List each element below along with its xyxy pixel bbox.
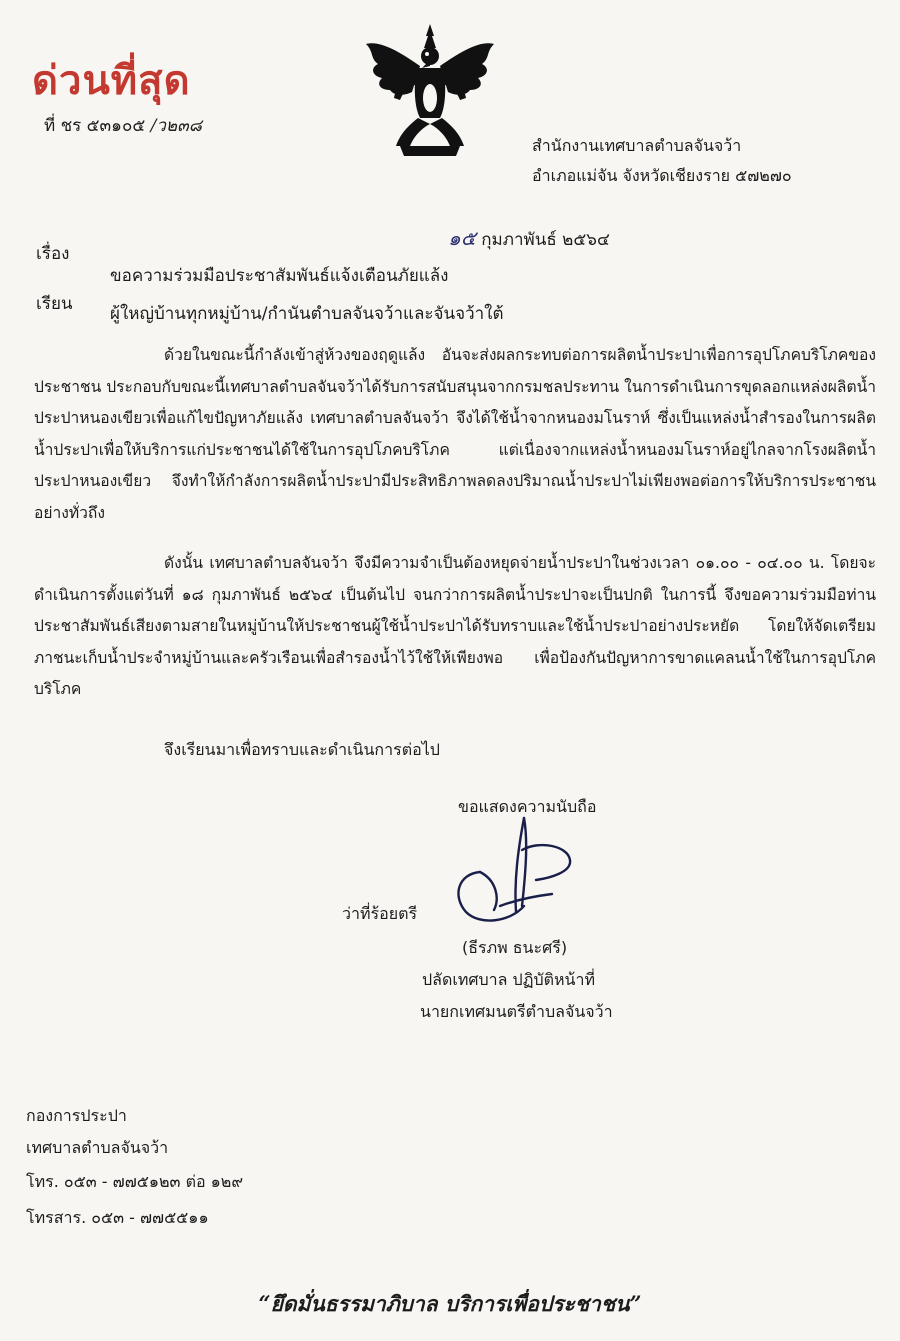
reference-number <box>44 112 202 139</box>
signer-name: (ธีรภพ ธนะศรี) <box>462 938 568 957</box>
date-handwritten-day: ๑๕ <box>448 226 476 250</box>
office-address: อำเภอแม่จัน จังหวัดเชียงราย ๕๗๒๗๐ <box>532 166 792 185</box>
urgent-stamp: ด่วนที่สุด <box>32 57 191 104</box>
closing-salutation: ขอแสดงความนับถือ <box>458 797 597 816</box>
body-paragraph-1: ด้วยในขณะนี้กำลังเข้าสู่ห้วงของฤดูแล้ง อันจะส่งผลกระทบต่อการผลิตน้ำประปาเพื่อการอุปโภคบริโภคของประชาชน ประกอบกับขณะนี้เทศบาลตำบลจันจว้าได้รับการสนับสนุนจากกรมชลประทาน ในการดำเนินการขุดลอกแหล่งผลิตน้ำประปาหนองเขียวเพื่อแก้ไขปัญหาภัยแล้ง เทศบาลตำบลจันจว้า จึงได้ใช้น้ำจากหนองมโนราห์ ซึ่งเป็นแหล่งน้ำสำรองในการผลิตน้ำประปาเพื่อให้บริการแก่ประชาชนได้ใช้ในการอุปโภคบริโภค แต่เนื่องจากแหล่งน้ำหนองมโนราห์อยู่ไกลจากโรงผลิตน้ำประปาหนองเขียว จึงทำให้กำลังการผลิตน้ำประปามีประสิทธิภาพลดลงปริมาณน้ำประปาไม่เพียงพอต่อการให้บริการประชาชนอย่างทั่วถึง <box>34 346 876 522</box>
recipient-text: ผู้ใหญ่บ้านทุกหมู่บ้าน/กำนันตำบลจันจว้าและจันจว้าใต้ <box>110 304 504 324</box>
letter-date <box>448 222 610 254</box>
signer-position-2: นายกเทศมนตรีตำบลจันจว้า <box>420 1002 613 1021</box>
contact-telephone: โทร. ๐๕๓ - ๗๗๕๑๒๓ ต่อ ๑๒๙ <box>26 1172 244 1191</box>
reference-handwritten-number: /ว๒๓๘ <box>150 116 202 136</box>
body-paragraph-3: จึงเรียนมาเพื่อทราบและดำเนินการต่อไป <box>164 740 440 759</box>
office-name: สำนักงานเทศบาลตำบลจันจว้า <box>532 136 742 155</box>
contact-fax: โทรสาร. ๐๕๓ - ๗๗๕๕๑๑ <box>26 1208 209 1227</box>
contact-organization: เทศบาลตำบลจันจว้า <box>26 1138 169 1157</box>
date-month-year: กุมภาพันธ์ ๒๕๖๔ <box>481 230 610 250</box>
recipient-label: เรียน <box>36 294 73 314</box>
subject-label: เรื่อง <box>36 244 70 264</box>
contact-department: กองการประปา <box>26 1106 127 1125</box>
body-paragraph-2: ดังนั้น เทศบาลตำบลจันจว้า จึงมีความจำเป็นต้องหยุดจ่ายน้ำประปาในช่วงเวลา ๐๑.๐๐ - ๐๔.๐๐ น. โดยจะดำเนินการตั้งแต่วันที่ ๑๘ กุมภาพันธ์ ๒๕๖๔ เป็นต้นไป จนกว่าการผลิตน้ำประปาจะเป็นปกติ ในการนี้ จึงขอความร่วมมือท่านประชาสัมพันธ์เสียงตามสายในหมู่บ้านให้ประชาชนผู้ใช้น้ำประปาได้รับทราบและใช้น้ำประปาอย่างประหยัด โดยให้จัดเตรียมภาชนะเก็บน้ำประจำหมู่บ้านและครัวเรือนเพื่อสำรองน้ำไว้ใช้ให้เพียงพอ เพื่อป้องกันปัญหาการขาดแคลนน้ำใช้ในการอุปโภคบริโภค <box>34 554 876 698</box>
signer-position-1: ปลัดเทศบาล ปฏิบัติหน้าที่ <box>422 970 596 989</box>
garuda-emblem-icon <box>360 22 500 160</box>
motto: “ยึดมั่นธรรมาภิบาล บริการเพื่อประชาชน” <box>258 1291 642 1316</box>
subject-text: ขอความร่วมมือประชาสัมพันธ์แจ้งเตือนภัยแล้ง <box>110 266 449 286</box>
reference-prefix: ที่ ชร ๕๓๑๐๕ <box>44 116 146 136</box>
handwritten-signature <box>440 810 590 930</box>
signer-rank: ว่าที่ร้อยตรี <box>342 904 418 923</box>
